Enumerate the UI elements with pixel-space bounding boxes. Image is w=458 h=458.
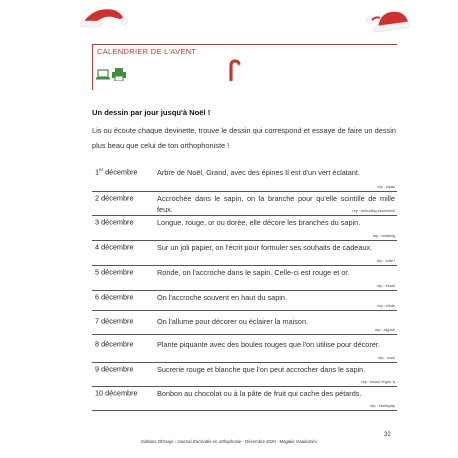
laptop-icon [96,69,110,80]
riddle-answer: rep : encue érgnu 'q [361,380,395,384]
riddle-answer: rep : eluob [377,284,395,288]
riddle-date: 2 décembre [95,193,134,203]
riddle-date: 8 décembre [95,339,134,349]
riddle-date: 5 décembre [95,267,134,277]
riddle-text: On l'accroche souvent en haut du sapin. [157,293,287,302]
page-number: 32 [384,432,391,438]
riddle-row [92,386,397,411]
printer-icon [112,68,126,81]
footer-credits: Editions Ob'Ieuje - Journal d'activités en orthophonie - Décembre 2020 - Magalie Visadomini [141,439,317,444]
santa-hat-icon [76,4,128,28]
riddle-date: 1er décembre [95,167,138,177]
riddle-answer: rep : eulrudlog esuemiruil [352,209,395,213]
riddle-answer: rep : elioté [377,304,395,308]
riddle-text: Plante piquante avec des boules rouges que l'on utilise pour décorer. [157,340,380,349]
riddle-text: Sur un joli papier, on l'écrit pour formuler ses souhaits de cadeaux. [157,243,373,252]
riddle-row [92,165,397,192]
riddle-date: 10 décembre [95,388,138,398]
page-title: CALENDRIER DE L'AVENT [97,47,197,56]
instructions-text: Lis ou écoute chaque devinette, trouve le dessin qui correspond et essaye de faire un dessin plus beau que celui de ton orthophoniste ! [92,126,396,150]
riddle-answer: rep : nipas [377,185,395,189]
riddle-text: Bonbon au chocolat ou à la pâte de fruit qui cache des pétards. [157,389,362,398]
riddle-row [92,334,397,363]
riddle-row [92,191,397,216]
riddle-text: Sucrerie rouge et blanche que l'on peut accrocher dans le sapin. [157,365,366,374]
candy-cane-icon [227,59,241,81]
riddle-answer: rep : elguob [374,328,395,332]
riddle-answer: rep : edrialug [372,234,395,238]
header-box [92,44,397,90]
riddle-row [92,310,397,335]
riddle-row [92,215,397,241]
riddle-text: On l'allume pour décorer ou éclairer la maison. [157,317,309,326]
riddle-date: 4 décembre [95,242,134,252]
riddle-text: Accrochée dans le sapin, on la branche pour qu'elle scintille de mille feux. [157,194,395,214]
riddle-date: 6 décembre [95,292,134,302]
riddle-row [92,362,397,387]
riddle-answer: rep : ertte l [376,259,395,263]
riddle-answer: rep : etolilopap [370,404,395,408]
riddle-answer: rep : xuoh [378,356,395,360]
riddle-text: Ronde, on l'accroche dans le sapin. Celle-ci est rouge et or. [157,268,350,277]
riddle-row [92,290,397,311]
riddle-date: 3 décembre [95,217,134,227]
riddle-row [92,265,397,291]
riddle-date: 9 décembre [95,364,134,374]
riddle-text: Longue, rouge, or ou dorée, elle décore les branches du sapin. [157,218,361,227]
riddle-date: 7 décembre [95,316,134,326]
section-title: Un dessin par jour jusqu'à Noël ! [92,108,211,117]
santa-hat-icon [364,6,412,32]
riddle-text: Arbre de Noël, Grand, avec des épines Il est d'un vert éclatant. [157,168,360,177]
riddle-row [92,240,397,266]
